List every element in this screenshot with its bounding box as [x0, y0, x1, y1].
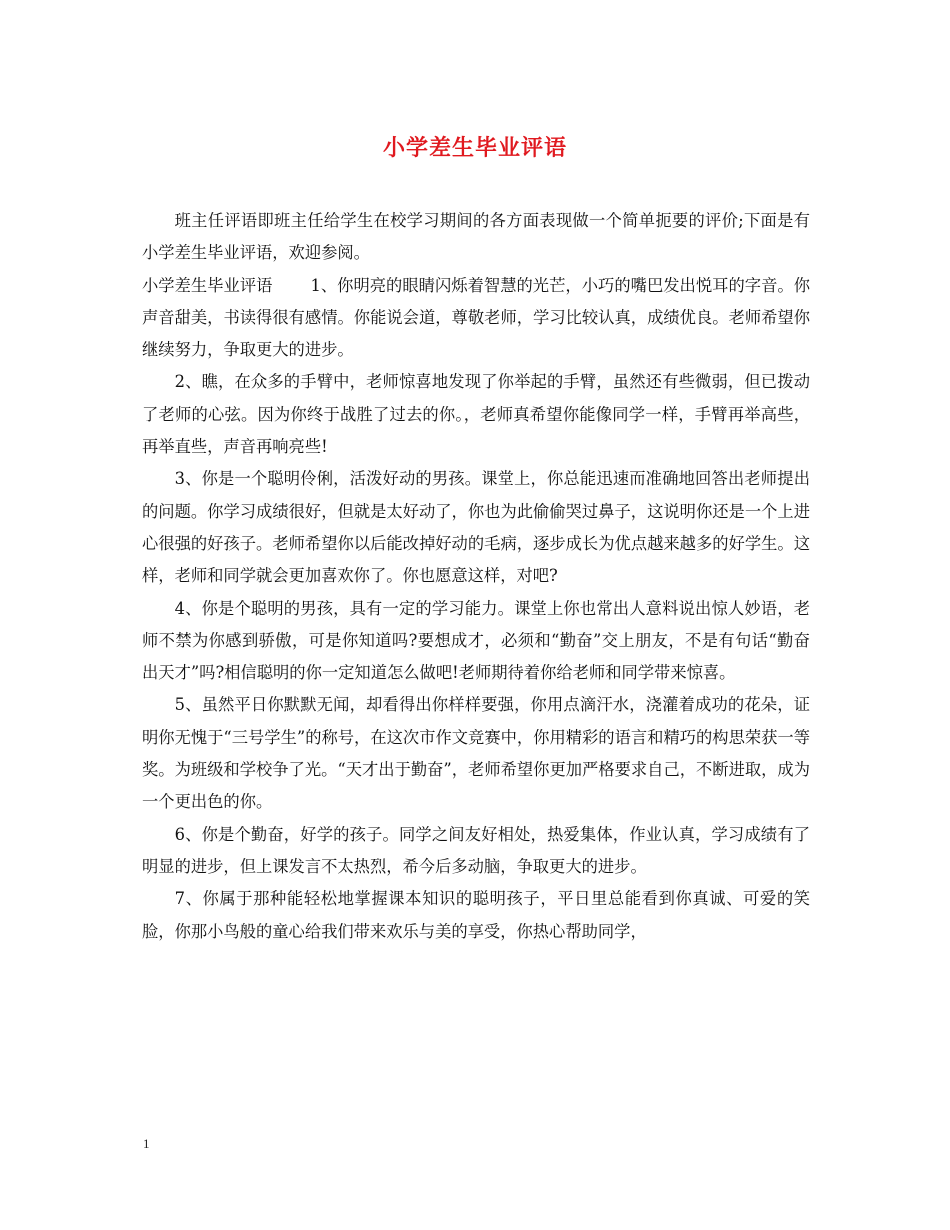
document-title: 小学差生毕业评语	[382, 135, 567, 161]
comment-7: 7、你属于那种能轻松地掌握课本知识的聪明孩子，平日里总能看到你真诚、可爱的笑脸，你那小鸟般的童心给我们带来欢乐与美的享受，你热心帮助同学，	[142, 889, 810, 941]
comment-5: 5、虽然平日你默默无闻，却看得出你样样要强，你用点滴汗水，浇灌着成功的花朵，证明你无愧于“三号学生”的称号，在这次市作文竞赛中，你用精彩的语言和精巧的构思荣获一等奖。为班级和学校争了光。“天才出于勤奋”，老师希望你更加严格要求自己，不断进取，成为一个更出色的你。	[142, 695, 810, 812]
section-label: 小学差生毕业评语	[142, 275, 273, 295]
section-paragraph-1	[142, 270, 810, 367]
comment-6: 6、你是个勤奋，好学的孩子。同学之间友好相处，热爱集体，作业认真，学习成绩有了明显的进步，但上课发言不太热烈，希今后多动脑，争取更大的进步。	[142, 824, 810, 876]
comment-1: 1、你明亮的眼睛闪烁着智慧的光芒，小巧的嘴巴发出悦耳的字音。你声音甜美，书读得很有感情。你能说会道，尊敬老师，学习比较认真，成绩优良。老师希望你继续努力，争取更大的进步。	[142, 275, 810, 360]
comment-4: 4、你是个聪明的男孩，具有一定的学习能力。课堂上你也常出人意料说出惊人妙语，老师不禁为你感到骄傲，可是你知道吗?要想成才，必须和“勤奋”交上朋友，不是有句话“勤奋出天才”吗?相信聪明的你一定知道怎么做吧!老师期待着你给老师和同学带来惊喜。	[142, 598, 810, 683]
intro-paragraph: 班主任评语即班主任给学生在校学习期间的各方面表现做一个简单扼要的评价;下面是有小学差生毕业评语，欢迎参阅。	[142, 211, 810, 263]
comment-2: 2、瞧，在众多的手臂中，老师惊喜地发现了你举起的手臂，虽然还有些微弱，但已拨动了老师的心弦。因为你终于战胜了过去的你。，老师真希望你能像同学一样，手臂再举高些，再举直些，声音再响亮些!	[142, 372, 810, 457]
comment-3: 3、你是一个聪明伶俐，活泼好动的男孩。课堂上，你总能迅速而准确地回答出老师提出的问题。你学习成绩很好，但就是太好动了，你也为此偷偷哭过鼻子，这说明你还是一个上进心很强的好孩子。老师希望你以后能改掉好动的毛病，逐步成长为优点越来越多的好学生。这样，老师和同学就会更加喜欢你了。你也愿意这样，对吧?	[142, 469, 810, 586]
document-body	[142, 205, 810, 948]
page-number: 1	[143, 1136, 150, 1151]
